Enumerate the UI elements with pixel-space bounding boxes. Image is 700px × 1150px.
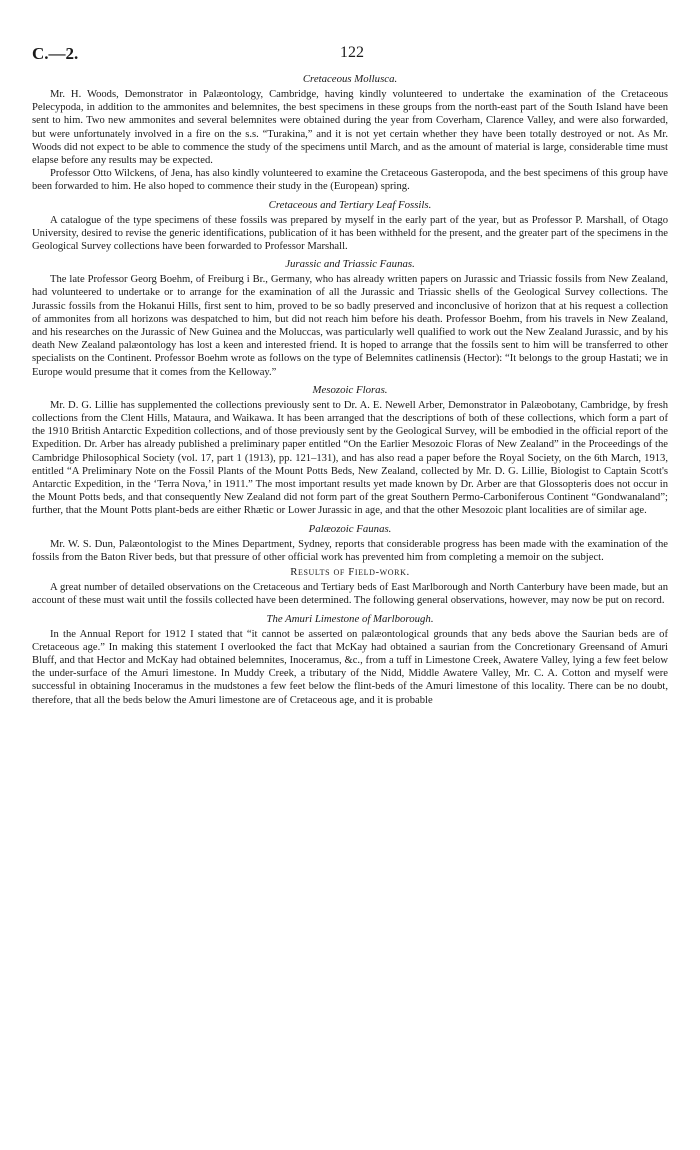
section-heading: Mesozoic Floras. — [312, 383, 388, 396]
paragraph: Mr. D. G. Lillie has supplemented the collections previously sent to Dr. A. E. Newell Arber, Demonstrator in Palæobotany, Cambridge, by fresh collections from the Clent Hills, Mataura, and Waikawa. It has been arranged that the descriptions of both of these collections, which form a part of the 1910 British Antarctic Expedition collections, and of those previously sent by the Geological Survey, will be embodied in the official report of the Expedition. Dr. Arber has already published a preliminary paper entitled “On the Earlier Mesozoic Floras of New Zealand” in the Proceedings of the Cambridge Philosophical Society (vol. 17, part 1 (1913), pp. 121–131), and has also read a paper before the Royal Society, on the 6th March, 1913, entitled “A Preliminary Note on the Fossil Plants of the Mount Potts Beds, New Zealand, collected by Mr. D. G. Lillie, Biologist to Captain Scott's Antarctic Expedition, in the ‘Terra Nova,’ in 1911.” The most important results yet made known by Dr. Arber are that Glossopteris does not occur in the Mount Potts beds, and that consequently New Zealand did not form part of the great Southern Permo-Carboniferous Continent “Gondwanaland”; further, that the Mount Potts plant-beds are either Rhætic or Lower Jurassic in age, and that the other Mesozoic plant localities are of similar age. — [32, 399, 668, 517]
paragraph: Mr. H. Woods, Demonstrator in Palæontology, Cambridge, having kindly volunteered to undertake the examination of the Cretaceous Pelecypoda, in addition to the ammonites and belemnites, the best specimens in these groups from the north-east part of the South Island have been sent to him. Two new ammonites and several belemnites were obtained during the year from Coverham, Clarence Valley, and were also forwarded, but were unfortunately involved in a fire on the s.s. “Turakina,” and it is not yet certain whether they have been totally destroyed or not. As Mr. Woods did not expect to be able to commence the study of the specimens until March, and as the amount of material is large, considerable time must elapse before any results may be expected. — [32, 89, 668, 167]
section-results-of-field-work — [32, 566, 668, 607]
section-heading: Jurassic and Triassic Faunas. — [285, 258, 415, 271]
paragraph: The late Professor Georg Boehm, of Freiburg i Br., Germany, who has already written papers on Jurassic and Triassic fossils from New Zealand, had volunteered to undertake or to arrange for the examination of all the Jurassic and Triassic shells of the Geological Survey collections. The Jurassic fossils from the Hokanui Hills, first sent to him, proved to be so badly preserved and inconclusive of horizon that at his request a collection of ammonites from all horizons was despatched to him, but did not reach him before his death. Professor Boehm, from his travels in New Zealand, and his researches on the Jurassic of New Guinea and the Moluccas, was particularly well qualified to work out the New Zealand Jurassic, and by his death New Zealand palæontology has lost a keen and interested friend. It is hoped to arrange that the fossils sent to him will be transferred to other specialists on the Continent. Professor Boehm wrote as follows on the type of Belemnites catlinensis (Hector): “It belongs to the group Hastati; we in Europe would presume that it comes from the Kelloway.” — [32, 274, 668, 378]
section-heading: The Amuri Limestone of Marlborough. — [266, 612, 434, 625]
section-amuri-limestone — [32, 613, 668, 707]
parliamentary-paper-ref: C.—2. — [32, 44, 79, 63]
section-leaf-fossils — [32, 199, 668, 254]
page-number: 122 — [340, 44, 364, 61]
section-heading: Results of Field-work. — [290, 566, 410, 579]
section-mesozoic-floras — [32, 384, 668, 518]
paragraph: Professor Otto Wilckens, of Jena, has also kindly volunteered to examine the Cretaceous Gasteropoda, and the best specimens of this group have been forwarded to him. He also hoped to commence their study in the (European) spring. — [32, 168, 668, 193]
document-page — [32, 44, 668, 707]
section-heading: Cretaceous Mollusca. — [302, 73, 398, 85]
paragraph: Mr. W. S. Dun, Palæontologist to the Mines Department, Sydney, reports that considerable progress has been made with the examination of the fossils from the Baton River beds, but that pressure of other official work has prevented him from completing a memoir on the subject. — [32, 538, 668, 563]
paragraph: A catalogue of the type specimens of these fossils was prepared by myself in the early part of the year, but as Professor P. Marshall, of Otago University, desired to revise the generic identifications, publication of it has been withheld for the present, and the greater part of the specimens in the Geological Survey collections have been forwarded to Professor Marshall. — [32, 214, 668, 253]
running-header — [32, 44, 668, 68]
section-jurassic-triassic-faunas — [32, 258, 668, 379]
section-cretaceous-mollusca — [32, 73, 668, 194]
section-palaeozoic-faunas — [32, 523, 668, 564]
paragraph: In the Annual Report for 1912 I stated that “it cannot be asserted on palæontological grounds that any beds above the Saurian beds are of Cretaceous age.” In making this statement I overlooked the fact that McKay had obtained a saurian from the Concretionary Greensand of Amuri Bluff, and that Hector and McKay had obtained belemnites, Inoceramus, &c., from a tuff in Limestone Creek, Awatere Valley, lying a few feet below the under-surface of the Amuri limestone. In Muddy Creek, a tributary of the Nidd, Middle Awatere Valley, Mr. C. A. Cotton and myself were successful in obtaining Inoceramus in the mudstones a few feet below the flint-beds of the Amuri limestone of this locality. There can be no doubt, therefore, that all the beds below the Amuri limestone are of Cretaceous age, and it is probable — [32, 628, 668, 706]
section-heading: Palæozoic Faunas. — [308, 522, 392, 535]
paragraph: A great number of detailed observations on the Cretaceous and Tertiary beds of East Marlborough and North Canterbury have been made, but an account of these must wait until the fossils collected have been determined. The following general observations, however, may now be put on record. — [32, 582, 668, 607]
section-heading: Cretaceous and Tertiary Leaf Fossils. — [268, 198, 432, 211]
